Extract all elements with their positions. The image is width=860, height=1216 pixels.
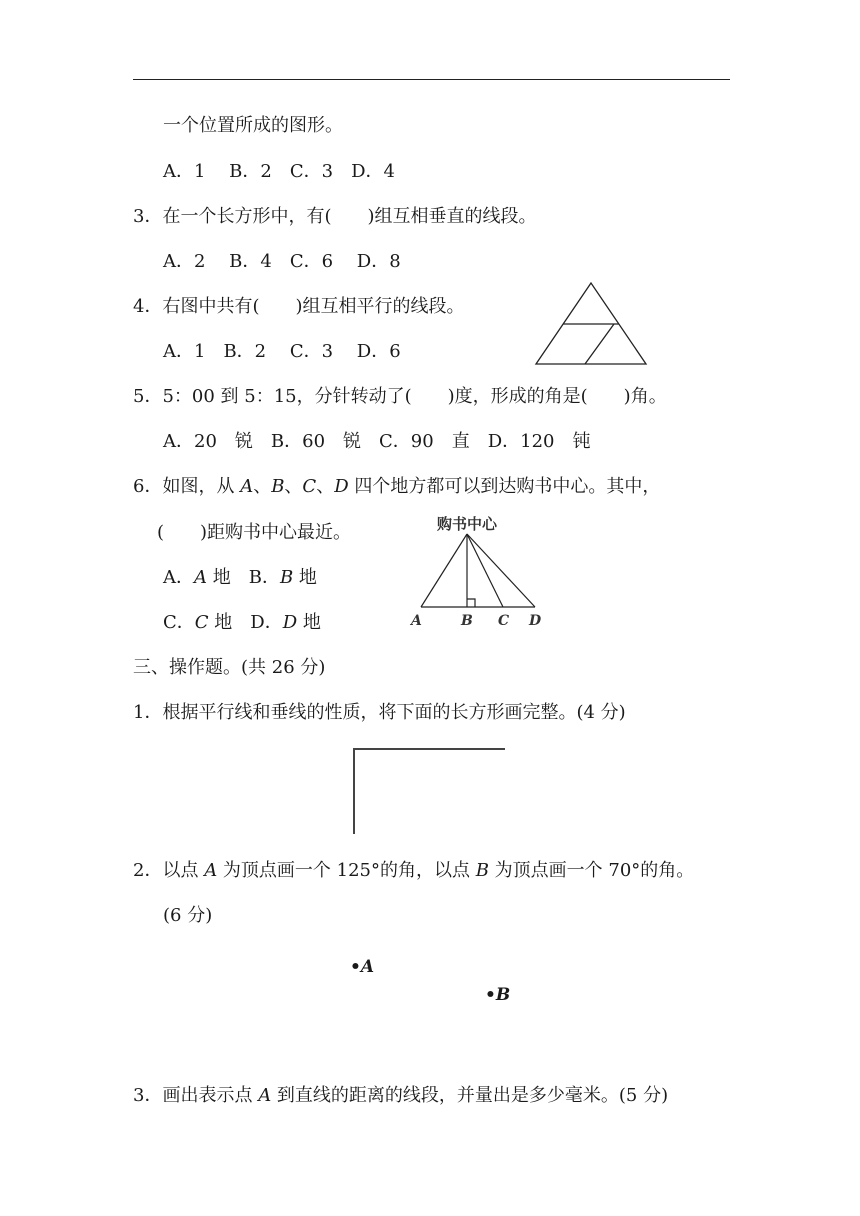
bookstore-title: 购书中心 xyxy=(436,515,498,533)
continuation-text: 一个位置所成的图形。 xyxy=(163,115,343,136)
s3q3-prefix: 3．画出表示点 xyxy=(133,1085,259,1106)
s3q2-stem-line1 xyxy=(133,859,694,883)
label-a: A xyxy=(411,613,422,629)
q6-opt-d-suffix: 地 xyxy=(297,612,321,633)
q3-options: A．2 B．4 C．6 D．8 xyxy=(163,251,401,272)
q6-opt-a-prefix: A． xyxy=(163,567,194,588)
label-b: B xyxy=(461,613,473,629)
q6-options-ab xyxy=(163,566,317,590)
q6-sep: 、 xyxy=(316,476,335,497)
q6-opt-c-prefix: C． xyxy=(163,612,195,633)
line-to-c xyxy=(467,534,503,607)
s3q2-point-a: A xyxy=(204,860,218,881)
q6-letter-b: B xyxy=(271,476,285,497)
q6-opt-c-letter: C xyxy=(194,612,209,633)
s3q3-suffix: 到直线的距离的线段，并量出是多少毫米。(5 分) xyxy=(271,1085,669,1106)
q6-opt-a-letter: A xyxy=(194,567,207,588)
line-to-a xyxy=(421,534,467,607)
label-d: D xyxy=(529,613,542,629)
s3q2-prefix: 2．以点 xyxy=(133,860,205,881)
rectangle-corner xyxy=(354,749,505,834)
partial-rectangle-figure xyxy=(350,745,510,837)
q6-letter-c: C xyxy=(302,476,317,497)
q6-stem-line2: ( )距购书中心最近。 xyxy=(157,522,352,543)
q5-stem: 5．5：00 到 5：15，分针转动了( )度，形成的角是( )角。 xyxy=(133,386,667,407)
q6-opt-d-letter: D xyxy=(282,612,298,633)
q4-options: A．1 B．2 C．3 D．6 xyxy=(163,341,401,362)
q6-stem-line1 xyxy=(133,475,660,499)
label-c: C xyxy=(498,613,510,629)
q4-triangle-figure xyxy=(530,280,652,370)
q6-opt-b-letter: B xyxy=(279,567,294,588)
q5-options: A．20 锐 B．60 锐 C．90 直 D．120 钝 xyxy=(163,431,591,452)
point-b-label: B xyxy=(495,985,511,1005)
s3q2-mid: 为顶点画一个 125°的角，以点 xyxy=(217,860,476,881)
s3q2-stem-line2: (6 分) xyxy=(163,905,213,926)
line-to-d xyxy=(467,534,535,607)
right-angle-mark xyxy=(467,599,475,607)
s3q3-point-a: A xyxy=(258,1085,272,1106)
q6-bookstore-figure xyxy=(405,510,555,635)
section3-title: 三、操作题。(共 26 分) xyxy=(133,657,326,678)
s3q2-point-b: B xyxy=(475,860,489,881)
header-rule xyxy=(133,79,730,80)
q6-options-cd xyxy=(163,611,321,635)
q6-opt-b-suffix: 地 xyxy=(293,567,317,588)
point-a-label: A xyxy=(360,957,375,977)
q3-stem: 3．在一个长方形中，有( )组互相垂直的线段。 xyxy=(133,206,537,227)
point-a-marker: •A xyxy=(350,957,375,977)
q6-letter-d: D xyxy=(334,476,349,497)
inner-slant xyxy=(585,324,614,364)
q6-sep: 、 xyxy=(284,476,303,497)
s3q2-suffix: 为顶点画一个 70°的角。 xyxy=(488,860,695,881)
q6-opt-a-suffix: 地 B． xyxy=(207,567,280,588)
q2-options: A．1 B．2 C．3 D．4 xyxy=(163,161,395,182)
s3q3-stem xyxy=(133,1084,668,1108)
q6-prefix: 6．如图，从 xyxy=(133,476,241,497)
q6-letter-a: A xyxy=(240,476,254,497)
q6-opt-c-suffix: 地 D． xyxy=(208,612,283,633)
q6-sep: 、 xyxy=(253,476,272,497)
q4-stem: 4．右图中共有( )组互相平行的线段。 xyxy=(133,296,465,317)
point-b-marker: •B xyxy=(485,985,511,1005)
q6-suffix: 四个地方都可以到达购书中心。其中， xyxy=(348,476,661,497)
s3q1-stem: 1．根据平行线和垂线的性质，将下面的长方形画完整。(4 分) xyxy=(133,702,626,723)
